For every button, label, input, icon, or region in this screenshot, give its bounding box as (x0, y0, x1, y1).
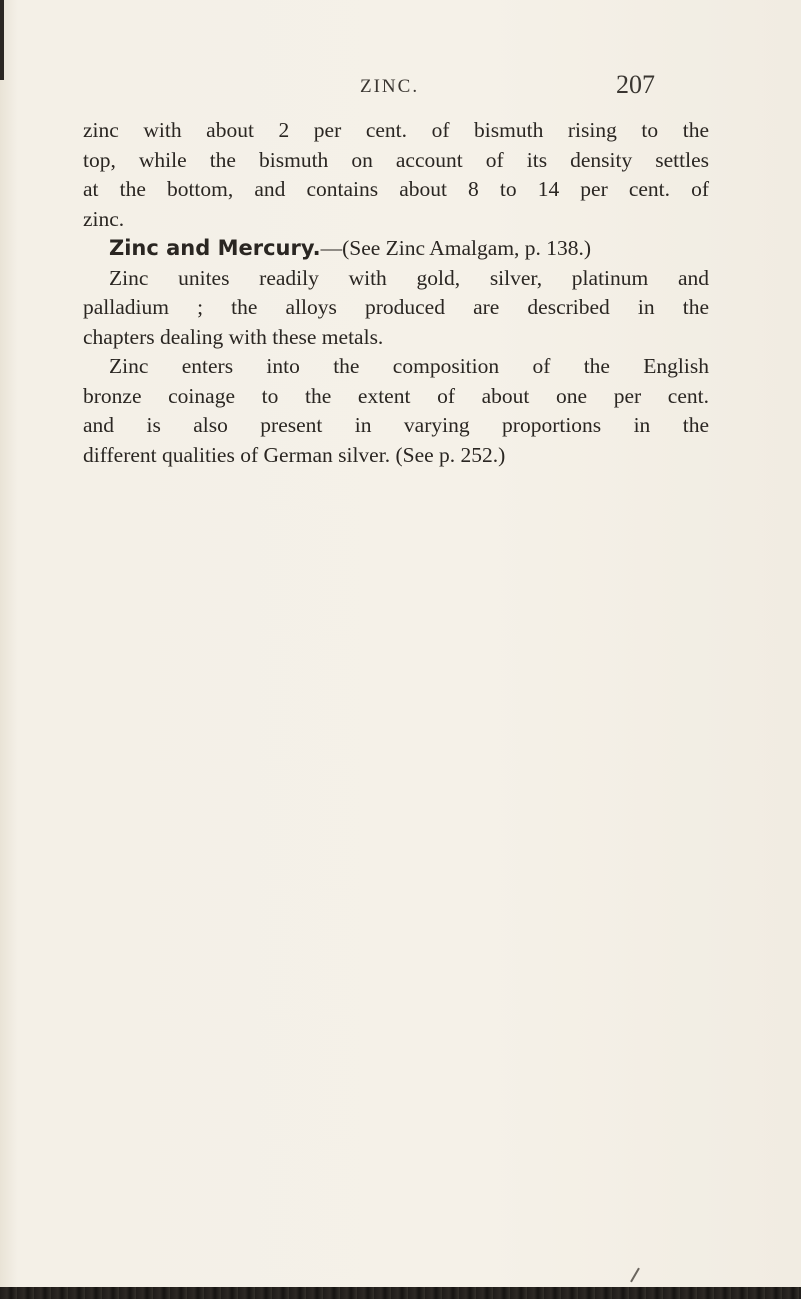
page-bottom-edge (0, 1287, 801, 1299)
text-line: palladium ; the alloys produced are described in the (83, 295, 709, 319)
binding-edge (0, 0, 4, 80)
cross-reference: —(See Zinc Amalgam, p. 138.) (320, 236, 592, 260)
text-line: top, while the bismuth on account of its density settles (83, 147, 709, 172)
text-line: chapters dealing with these metals. (83, 324, 384, 349)
running-head (0, 70, 801, 106)
section-heading: Zinc and Mercury. (109, 236, 321, 260)
text-line: at the bottom, and contains about 8 to 14 per cent. of (83, 177, 709, 201)
page-number: 207 (616, 70, 655, 99)
text-line: zinc with about 2 per cent. of bismuth rising to the (83, 118, 709, 142)
text-line: Zinc enters into the composition of the English (109, 354, 709, 378)
running-head-title: ZINC. (360, 76, 420, 97)
body-text (83, 116, 709, 470)
text-line: different qualities of German silver. (See p. 252.) (83, 442, 506, 467)
ink-mark (630, 1268, 640, 1283)
text-line: and is also present in varying proportions in the (83, 413, 709, 437)
text-line: Zinc unites readily with gold, silver, platinum and (109, 265, 709, 290)
section-paragraph (83, 234, 709, 264)
text-line: zinc. (83, 206, 125, 231)
text-line: bronze coinage to the extent of about one per cent. (83, 383, 709, 408)
